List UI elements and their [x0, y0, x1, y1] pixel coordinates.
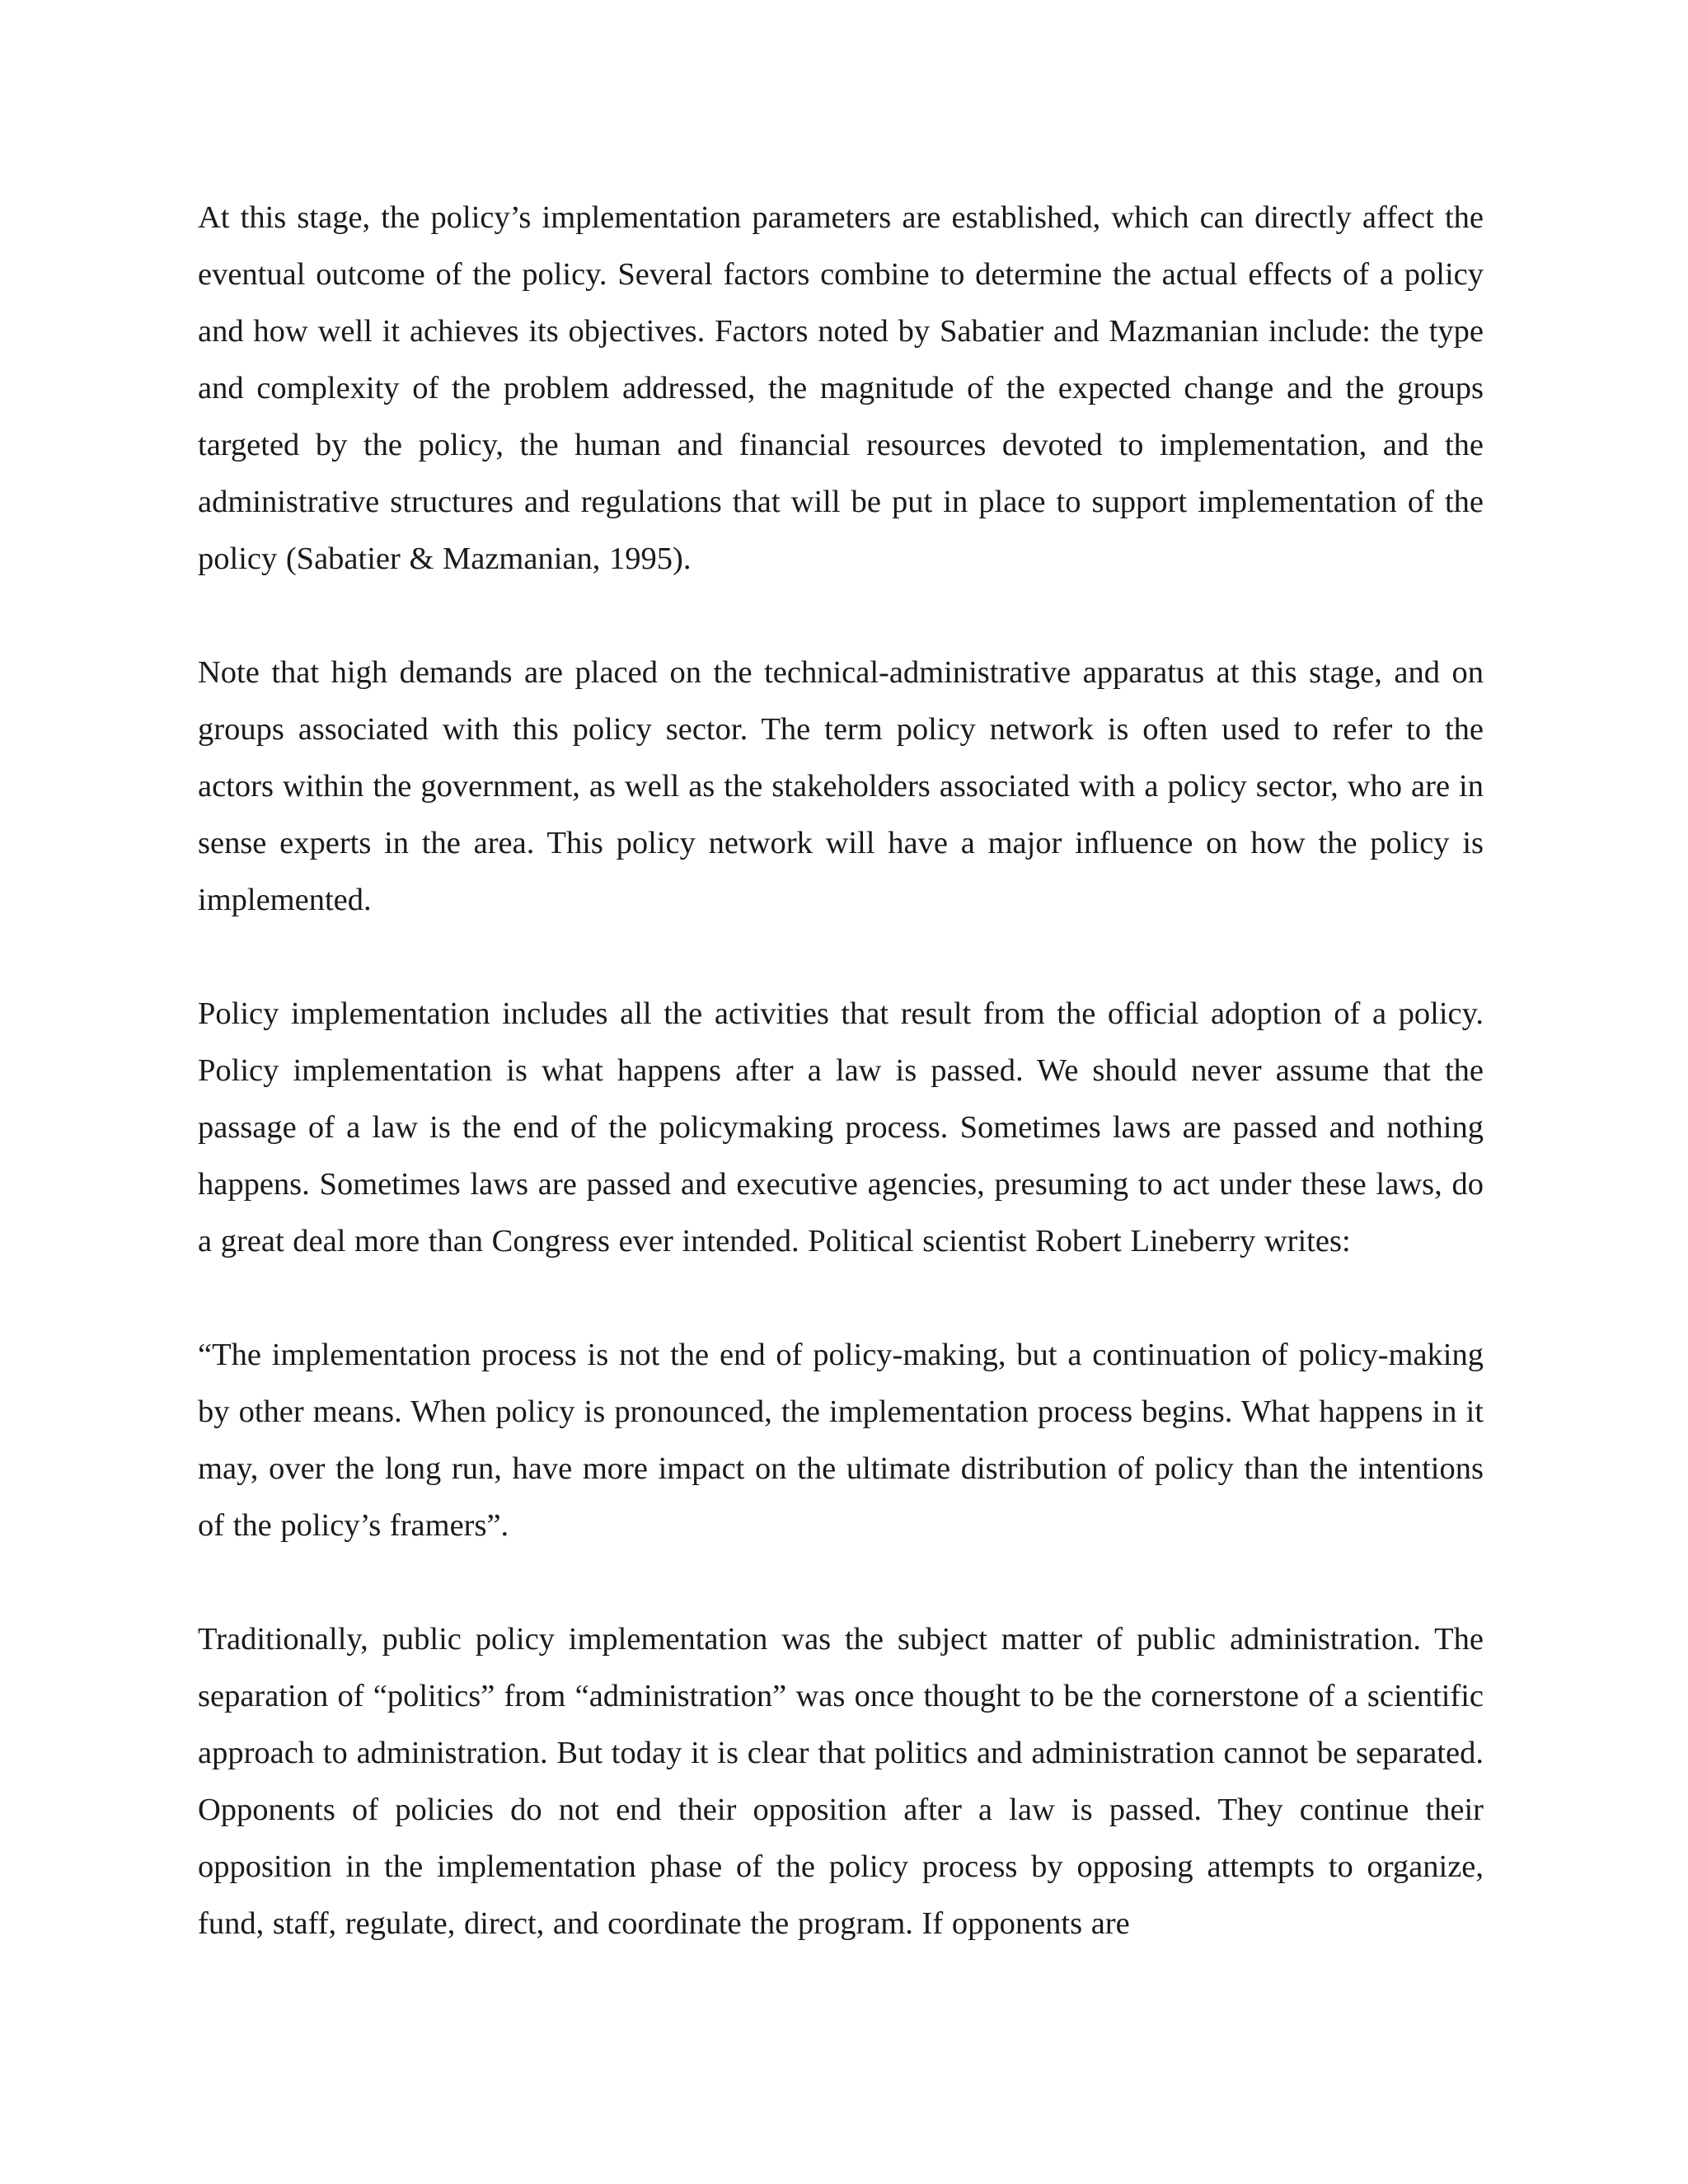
- paragraph-policy-implementation: Policy implementation includes all the activities that result from the official adoption of a policy. Policy implementation is what happens after a law is passed. We should never assume that the passage of a law is the end of the policymaking process. Sometimes laws are passed and nothing happens. Sometimes laws are passed and executive agencies, presuming to act under these laws, do a great deal more than Congress ever intended. Political scientist Robert Lineberry writes:: [198, 996, 1484, 1258]
- paragraph-policy-network: Note that high demands are placed on the technical-administrative apparatus at this stage, and on groups associated with this policy sector. The term policy network is often used to refer to the actors within the government, as well as the stakeholders associated with a policy sector, who are in sense experts in the area. This policy network will have a major influence on how the policy is implemented.: [198, 655, 1484, 917]
- paragraph-lineberry-quote: “The implementation process is not the end of policy-making, but a continuation of policy-making by other means. When policy is pronounced, the implementation process begins. What happens in it may, over the long run, have more impact on the ultimate distribution of policy than the intentions of the policy’s framers”.: [198, 1338, 1484, 1543]
- paragraph-implementation-parameters: At this stage, the policy’s implementation parameters are established, which can directly affect the eventual outcome of the policy. Several factors combine to determine the actual effects of a policy and how well it achieves its objectives. Factors noted by Sabatier and Mazmanian include: the type and complexity of the problem addressed, the magnitude of the expected change and the groups targeted by the policy, the human and financial resources devoted to implementation, and the administrative structures and regulations that will be put in place to support implementation of the policy (Sabatier & Mazmanian, 1995).: [198, 200, 1484, 576]
- paragraph-public-administration: Traditionally, public policy implementation was the subject matter of public administration. The separation of “politics” from “administration” was once thought to be the cornerstone of a scientific approach to administration. But today it is clear that politics and administration cannot be separated. Opponents of policies do not end their opposition after a law is passed. They continue their opposition in the implementation phase of the policy process by opposing attempts to organize, fund, staff, regulate, direct, and coordinate the program. If opponents are: [198, 1622, 1484, 1941]
